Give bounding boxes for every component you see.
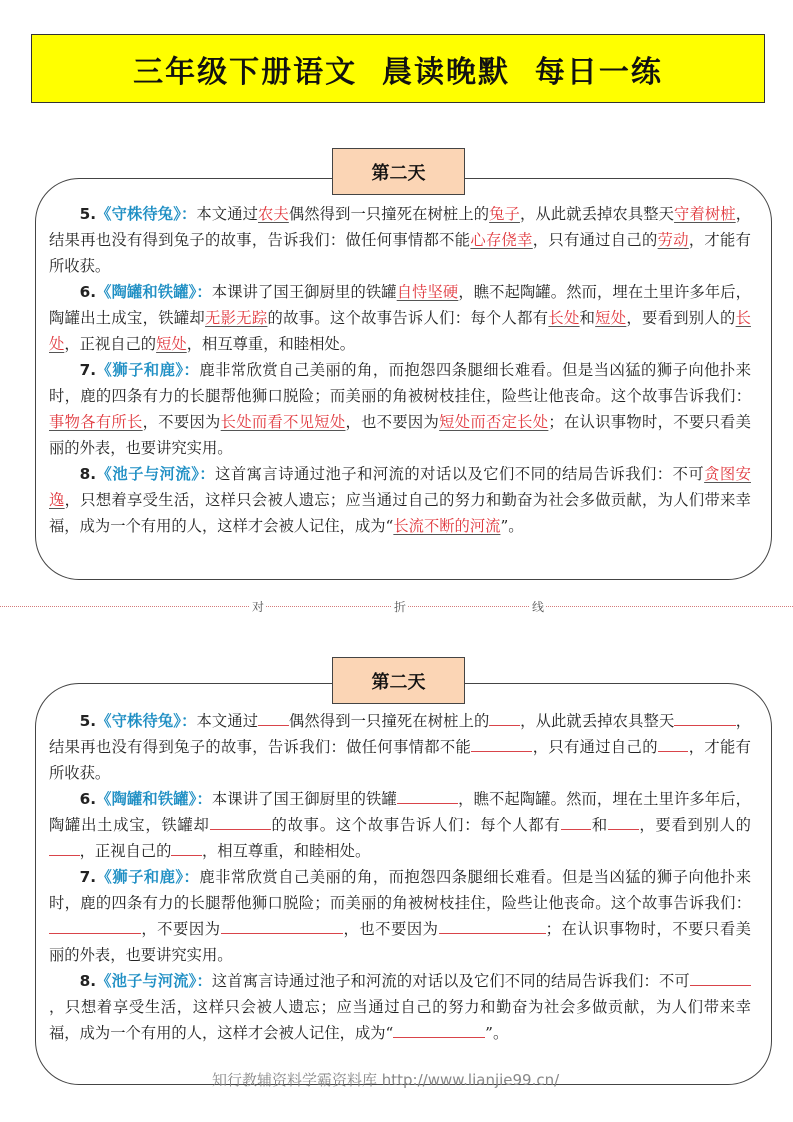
answer-text: 自恃坚硬 xyxy=(396,283,459,301)
exercise-item xyxy=(49,201,751,279)
body-text: ；在认识事物时，不要只看美丽的外表，也要讲究实用。 xyxy=(49,920,751,964)
body-text: 这首寓言诗通过池子和河流的对话以及它们不同的结局告诉我们：不可 xyxy=(215,465,705,483)
body-text: 本课讲了国王御厨里的铁罐 xyxy=(211,790,397,808)
fill-blank[interactable] xyxy=(49,918,141,934)
body-text: ，结果再也没有得到兔子的故事，告诉我们：做任何事情都不能 xyxy=(49,712,751,756)
exercise-item xyxy=(49,357,751,461)
fill-blank[interactable] xyxy=(489,710,520,726)
answer-card xyxy=(35,178,772,580)
body-text: ，从此就丢掉农具整天 xyxy=(520,712,675,730)
body-text: ，也不要因为 xyxy=(345,413,440,431)
answer-text: 心存侥幸 xyxy=(470,231,533,249)
fill-blank[interactable] xyxy=(674,710,735,726)
fill-blank[interactable] xyxy=(690,970,751,986)
lesson-title: 《狮子和鹿》： xyxy=(96,868,200,886)
lesson-title: 《池子与河流》： xyxy=(96,465,216,483)
body-text: ，才能有所收获。 xyxy=(49,738,751,782)
blank-content xyxy=(49,708,751,1046)
lesson-title: 《守株待兔》： xyxy=(96,712,197,730)
watermark: 知行教辅资料学霸资料库 http://www.lianjie99.cn/ xyxy=(212,1071,560,1089)
answer-text: 短处而否定长处 xyxy=(439,413,549,431)
fill-blank[interactable] xyxy=(439,918,546,934)
answer-text: 短处 xyxy=(595,309,627,327)
body-text: ，从此就丢掉农具整天 xyxy=(519,205,675,223)
answer-content xyxy=(49,201,751,539)
body-text: ，要看到别人的 xyxy=(626,309,736,327)
body-text: 本课讲了国王御厨里的铁罐 xyxy=(211,283,397,301)
answer-text: 长处而看不见短处 xyxy=(220,413,346,431)
fill-blank[interactable] xyxy=(658,736,689,752)
fill-blank[interactable] xyxy=(608,814,639,830)
exercise-item xyxy=(49,968,751,1046)
exercise-item xyxy=(49,461,751,539)
body-text: ，正视自己的 xyxy=(79,842,172,860)
fill-blank[interactable] xyxy=(221,918,343,934)
exercise-item xyxy=(49,279,751,357)
body-text: ，正视自己的 xyxy=(64,335,157,353)
lesson-title: 《池子与河流》： xyxy=(96,972,212,990)
body-text: ；在认识事物时，不要只看美丽的外表，也要讲究实用。 xyxy=(49,413,751,457)
body-text: 和 xyxy=(591,816,608,834)
answer-text: 兔子 xyxy=(489,205,520,223)
fill-blank[interactable] xyxy=(393,1022,485,1038)
body-text: ，只有通过自己的 xyxy=(532,231,658,249)
day-badge-answers: 第二天 xyxy=(332,148,465,195)
body-text: 偶然得到一只撞死在树桩上的 xyxy=(288,712,490,730)
body-text: 鹿非常欣赏自己美丽的角，而抱怨四条腿细长难看。但是当凶猛的狮子向他扑来时，鹿的四条有力的长腿帮他狮口脱险；而美丽的角被树枝挂住，险些让他丧命。这个故事告诉我们： xyxy=(49,868,751,912)
fill-blank[interactable] xyxy=(171,840,202,856)
title-banner xyxy=(31,34,765,103)
item-number: 7. xyxy=(79,868,97,886)
body-text: 本文通过 xyxy=(196,205,259,223)
body-text: 偶然得到一只撞死在树桩上的 xyxy=(288,205,490,223)
body-text: ，相互尊重，和睦相处。 xyxy=(186,335,355,353)
body-text: ，不要因为 xyxy=(142,413,221,431)
body-text: 的故事。这个故事告诉人们：每个人都有 xyxy=(270,816,561,834)
item-number: 5. xyxy=(79,712,97,730)
answer-text: 农夫 xyxy=(258,205,289,223)
body-text: ，结果再也没有得到兔子的故事，告诉我们：做任何事情都不能 xyxy=(49,205,751,249)
fill-blank[interactable] xyxy=(258,710,289,726)
body-text: ”。 xyxy=(500,517,524,535)
body-text: ，才能有所收获。 xyxy=(49,231,751,275)
fill-blank[interactable] xyxy=(561,814,592,830)
fold-label-char: 折 xyxy=(394,600,407,614)
blank-card xyxy=(35,683,772,1085)
answer-text: 短处 xyxy=(156,335,187,353)
lesson-title: 《守株待兔》： xyxy=(96,205,197,223)
body-text: ，也不要因为 xyxy=(342,920,439,938)
body-text: 和 xyxy=(579,309,596,327)
fold-label-char: 对 xyxy=(252,600,265,614)
answer-text: 无影无踪 xyxy=(205,309,268,327)
item-number: 6. xyxy=(79,283,97,301)
lesson-title: 《陶罐和铁罐》： xyxy=(96,790,212,808)
fill-blank[interactable] xyxy=(210,814,271,830)
fold-label-char: 线 xyxy=(532,600,545,614)
answer-text: 守着树桩 xyxy=(674,205,736,223)
body-text: 的故事。这个故事告诉人们：每个人都有 xyxy=(267,309,549,327)
body-text: 这首寓言诗通过池子和河流的对话以及它们不同的结局告诉我们：不可 xyxy=(211,972,690,990)
item-number: 5. xyxy=(79,205,97,223)
answer-text: 贪图安逸 xyxy=(49,465,751,509)
answer-text: 劳动 xyxy=(657,231,689,249)
body-text: ，要看到别人的 xyxy=(638,816,751,834)
item-number: 8. xyxy=(79,465,97,483)
body-text: 鹿非常欣赏自己美丽的角，而抱怨四条腿细长难看。但是当凶猛的狮子向他扑来时，鹿的四条有力的长腿帮他狮口脱险；而美丽的角被树枝挂住，险些让他丧命。这个故事告诉我们： xyxy=(49,361,751,405)
exercise-item xyxy=(49,708,751,786)
fill-blank[interactable] xyxy=(397,788,458,804)
body-text: ”。 xyxy=(485,1024,509,1042)
exercise-item xyxy=(49,786,751,864)
item-number: 8. xyxy=(79,972,97,990)
item-number: 6. xyxy=(79,790,97,808)
answer-text: 长流不断的河流 xyxy=(393,517,501,535)
answer-text: 事物各有所长 xyxy=(49,413,143,431)
page-title: 三年级下册语文 晨读晚默 每日一练 xyxy=(133,54,663,90)
day-badge-blanks: 第二天 xyxy=(332,657,465,704)
lesson-title: 《陶罐和铁罐》： xyxy=(96,283,212,301)
body-text: ，只想着享受生活，这样只会被人遗忘；应当通过自己的努力和勤奋为社会多做贡献，为人们带来幸福，成为一个有用的人，这样才会被人记住，成为“ xyxy=(49,998,751,1042)
body-text: ，不要因为 xyxy=(140,920,221,938)
exercise-item xyxy=(49,864,751,968)
answer-text: 长处 xyxy=(49,309,751,353)
fill-blank[interactable] xyxy=(471,736,532,752)
body-text: 本文通过 xyxy=(196,712,259,730)
lesson-title: 《狮子和鹿》： xyxy=(96,361,200,379)
answer-text: 长处 xyxy=(548,309,580,327)
fill-blank[interactable] xyxy=(49,840,80,856)
body-text: ，瞧不起陶罐。然而，埋在土里许多年后，陶罐出土成宝，铁罐却 xyxy=(49,283,751,327)
item-number: 7. xyxy=(79,361,97,379)
body-text: ，相互尊重，和睦相处。 xyxy=(201,842,371,860)
body-text: ，瞧不起陶罐。然而，埋在土里许多年后，陶罐出土成宝，铁罐却 xyxy=(49,790,751,834)
body-text: ，只有通过自己的 xyxy=(532,738,658,756)
body-text: ，只想着享受生活，这样只会被人遗忘；应当通过自己的努力和勤奋为社会多做贡献，为人们带来幸福，成为一个有用的人，这样才会被人记住，成为“ xyxy=(49,491,751,535)
